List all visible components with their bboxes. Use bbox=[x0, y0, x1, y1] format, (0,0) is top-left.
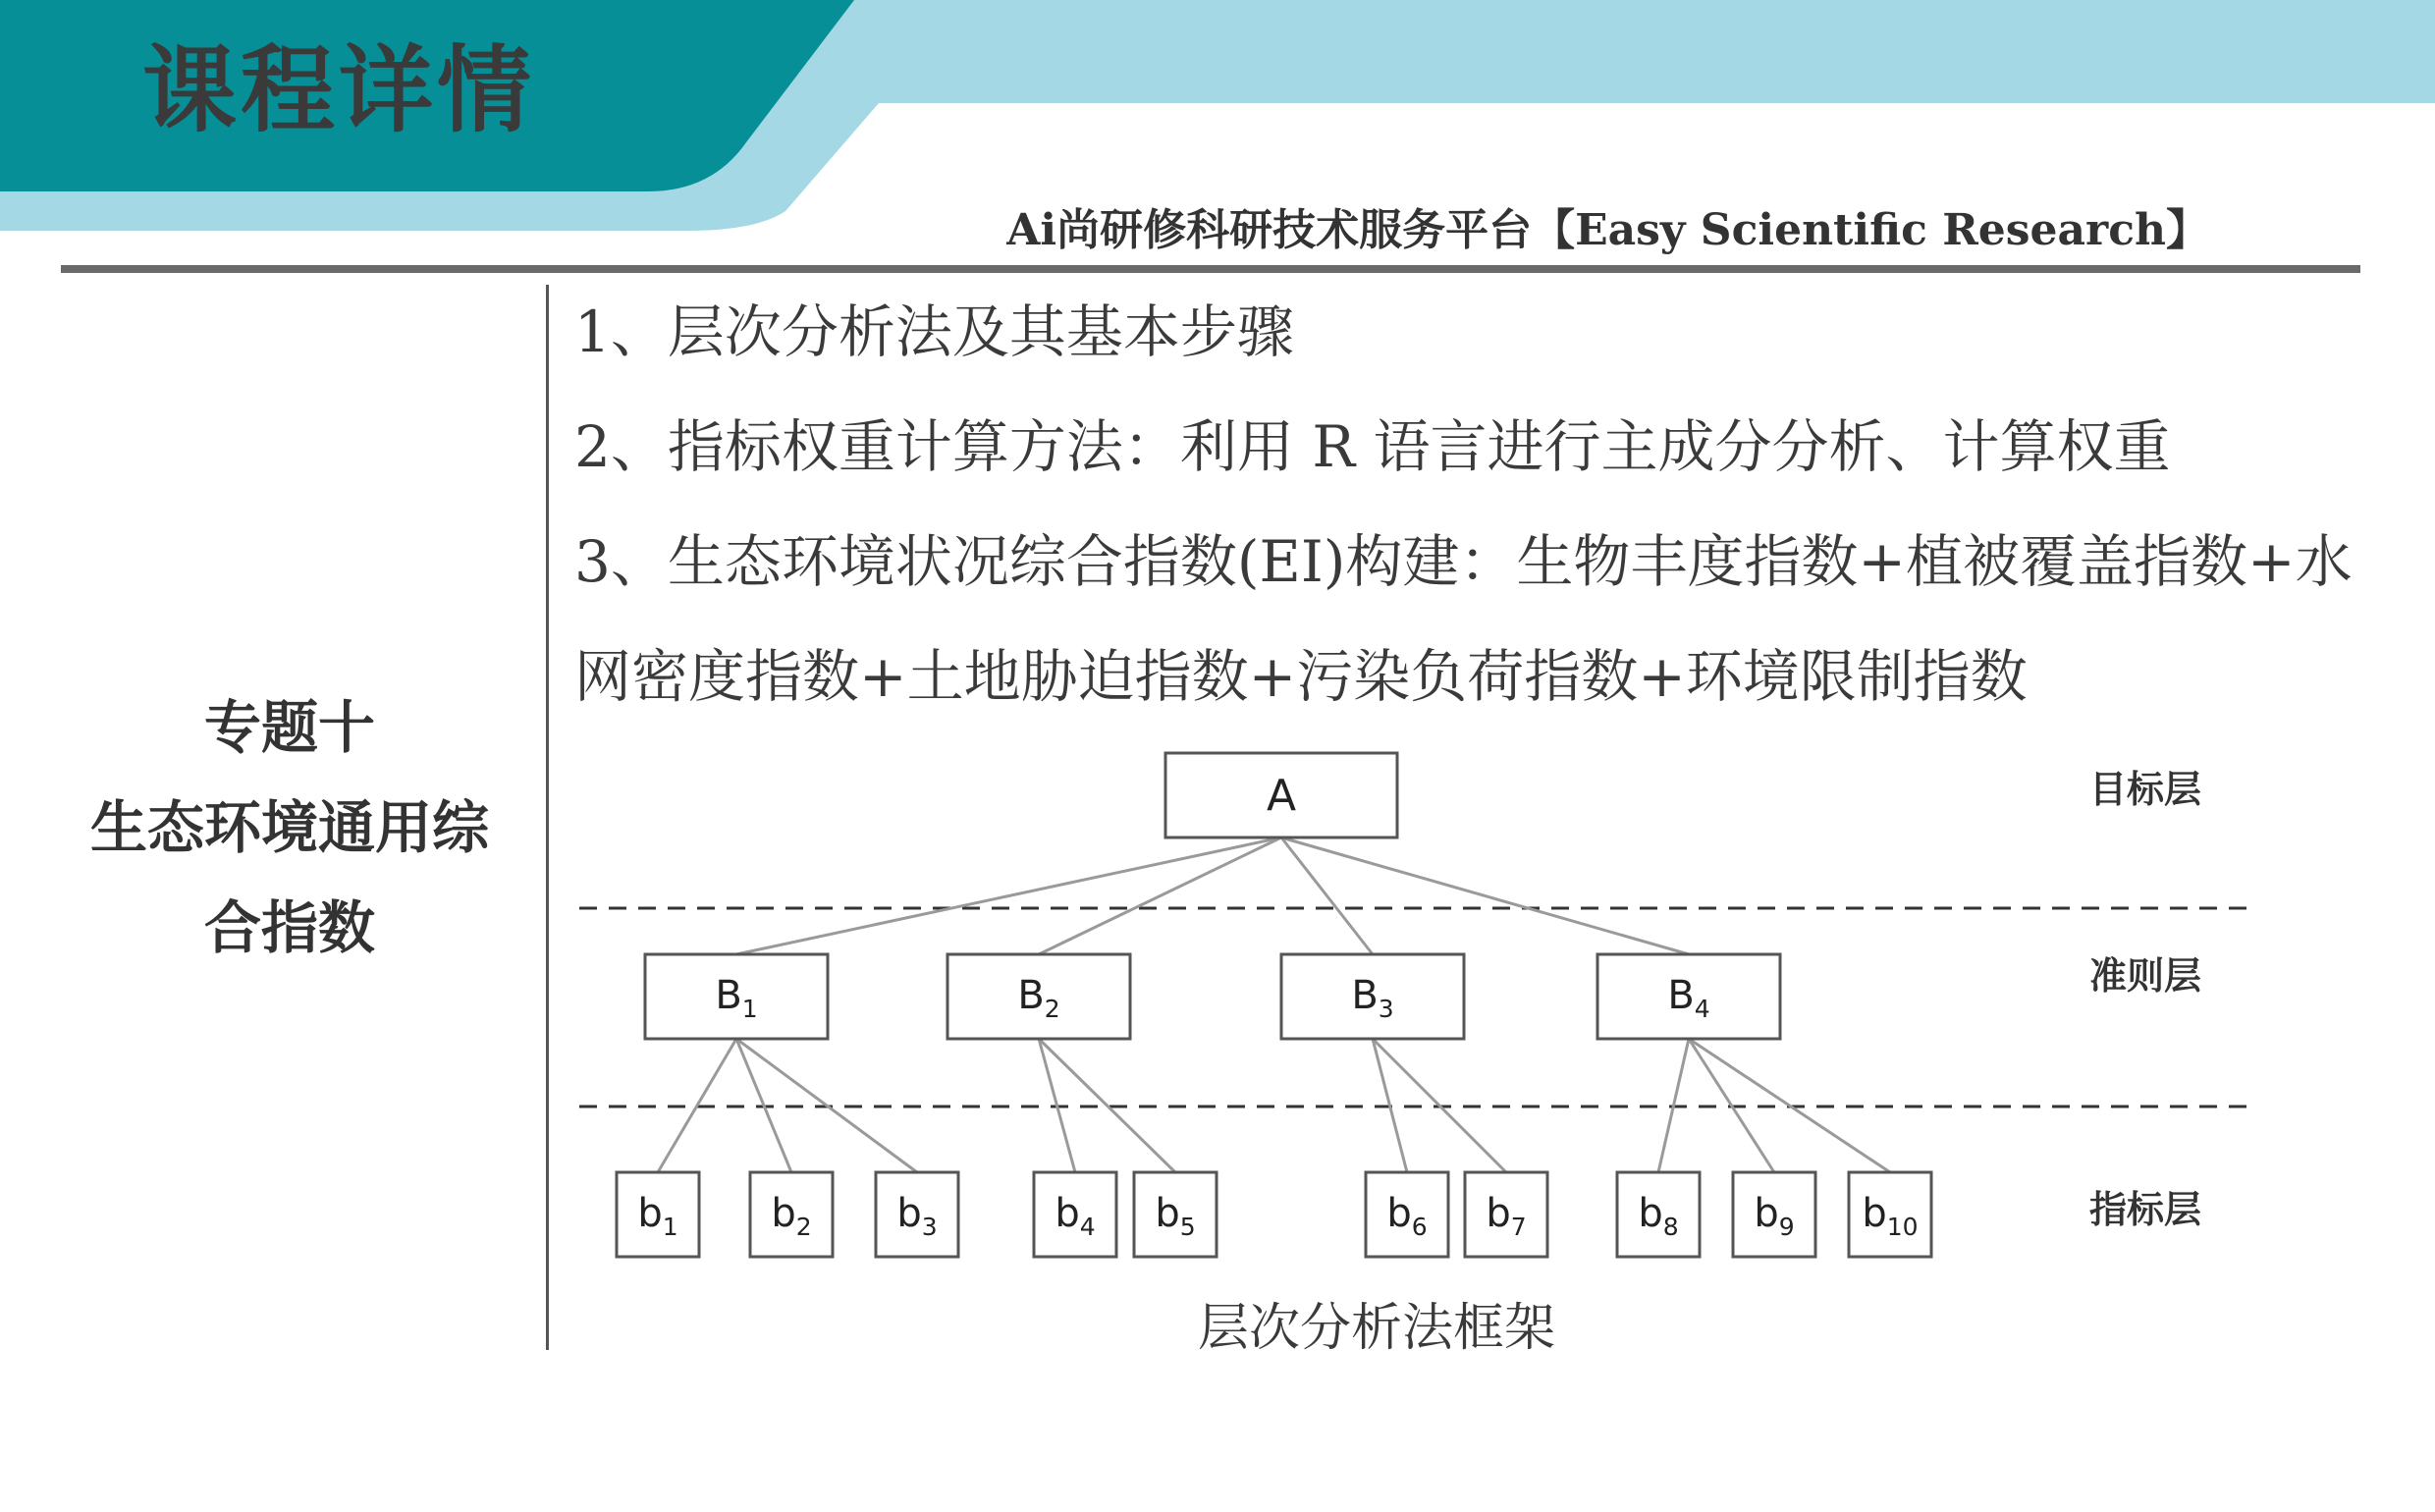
connector-line bbox=[1373, 1039, 1506, 1172]
criteria-node-label: $B_3$ bbox=[1351, 973, 1394, 1023]
course-content bbox=[574, 275, 2420, 734]
content-item: 2、指标权重计算方法：利用 R 语言进行主成分分析、计算权重 bbox=[574, 413, 2171, 480]
indicator-node-label: $b_2$ bbox=[771, 1191, 812, 1241]
connector-line bbox=[1281, 837, 1373, 954]
connector-line bbox=[1039, 1039, 1075, 1172]
indicator-node-label: $b_6$ bbox=[1386, 1191, 1428, 1241]
criteria-node-label: $B_4$ bbox=[1667, 973, 1710, 1023]
topic-title-line: 生态环境通用综 bbox=[89, 794, 489, 861]
indicator-node-label: $b_4$ bbox=[1055, 1191, 1096, 1241]
page-title: 课程详情 bbox=[142, 35, 535, 145]
topic-title-line: 合指数 bbox=[203, 894, 375, 961]
column-divider bbox=[546, 285, 549, 1350]
level-label: 准则层 bbox=[2088, 954, 2202, 998]
criteria-node-label: $B_2$ bbox=[1017, 973, 1060, 1023]
goal-node-label: A bbox=[1266, 771, 1297, 821]
indicator-node-label: $b_5$ bbox=[1155, 1191, 1196, 1241]
ahp-hierarchy-diagram bbox=[579, 741, 2268, 1271]
indicator-node-label: $b_{10}$ bbox=[1862, 1191, 1919, 1241]
indicator-node-label: $b_9$ bbox=[1754, 1191, 1795, 1241]
connector-line bbox=[1039, 837, 1281, 954]
content-item: 3、生态环境状况综合指数(EI)构建：生物丰度指数+植被覆盖指数+水 bbox=[574, 528, 2353, 595]
topic-title bbox=[69, 677, 511, 978]
level-label: 目标层 bbox=[2088, 768, 2202, 811]
connector-line bbox=[1281, 837, 1689, 954]
diagram-caption: 层次分析法框架 bbox=[1198, 1299, 1556, 1358]
indicator-node-label: $b_1$ bbox=[637, 1191, 678, 1241]
content-item: 1、层次分析法及其基本步骤 bbox=[574, 298, 1294, 365]
connector-line bbox=[736, 837, 1281, 954]
topic-title-line: 专题十 bbox=[203, 694, 375, 761]
platform-subtitle: Ai尚研修科研技术服务平台【Easy Scientific Research】 bbox=[1006, 205, 2209, 255]
indicator-node-label: $b_7$ bbox=[1486, 1191, 1527, 1241]
criteria-node-label: $B_1$ bbox=[715, 973, 758, 1023]
content-item: 网密度指数+土地胁迫指数+污染负荷指数+环境限制指数 bbox=[574, 643, 2028, 710]
indicator-node-label: $b_3$ bbox=[896, 1191, 938, 1241]
indicator-node-label: $b_8$ bbox=[1638, 1191, 1679, 1241]
header-divider bbox=[61, 265, 2360, 273]
level-label: 指标层 bbox=[2088, 1188, 2202, 1231]
